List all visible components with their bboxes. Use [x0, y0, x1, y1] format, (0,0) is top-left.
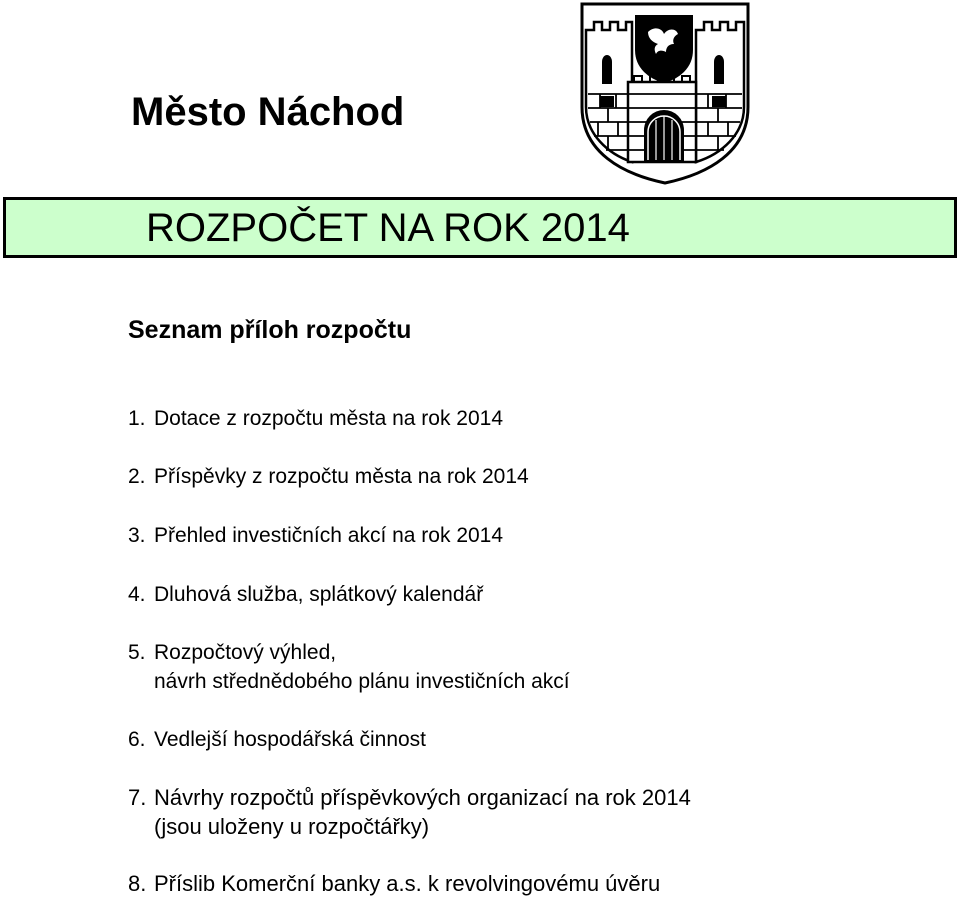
list-item [128, 404, 503, 433]
list-item-text-continued: (jsou uloženy u rozpočtářky) [154, 814, 430, 839]
list-item [128, 580, 483, 609]
list-item-number: 7. [128, 785, 147, 810]
list-item-number: 8. [128, 871, 147, 896]
list-item-number: 2. [128, 465, 146, 488]
list-item-text: Vedlejší hospodářská činnost [154, 728, 427, 751]
list-item [128, 869, 660, 898]
coat-of-arms-icon [578, 2, 752, 185]
list-item-text-continued: návrh střednědobého plánu investičních akcí [154, 670, 570, 693]
list-item-number: 3. [128, 524, 146, 547]
list-item-text: Návrhy rozpočtů příspěvkových organizací na rok 2014 [154, 785, 691, 810]
list-item-number: 5. [128, 641, 146, 664]
document-title: ROZPOČET NA ROK 2014 [146, 206, 630, 250]
list-item-number: 4. [128, 583, 146, 606]
list-item-text: Příspěvky z rozpočtu města na rok 2014 [154, 465, 529, 488]
list-item-text: Příslib Komerční banky a.s. k revolvingovému úvěru [154, 871, 661, 896]
list-item [128, 783, 691, 841]
list-item [128, 638, 570, 696]
list-item-text: Dluhová služba, splátkový kalendář [154, 583, 484, 606]
list-item [128, 725, 426, 754]
attachments-heading: Seznam příloh rozpočtu [128, 316, 412, 344]
list-item-number: 6. [128, 728, 146, 751]
list-item [128, 462, 529, 491]
list-item-text: Rozpočtový výhled, [154, 641, 337, 664]
list-item-number: 1. [128, 407, 146, 430]
title-box [3, 197, 957, 258]
list-item-text: Dotace z rozpočtu města na rok 2014 [154, 407, 504, 430]
city-name: Město Náchod [131, 90, 405, 134]
list-item-text: Přehled investičních akcí na rok 2014 [154, 524, 504, 547]
list-item [128, 521, 503, 550]
